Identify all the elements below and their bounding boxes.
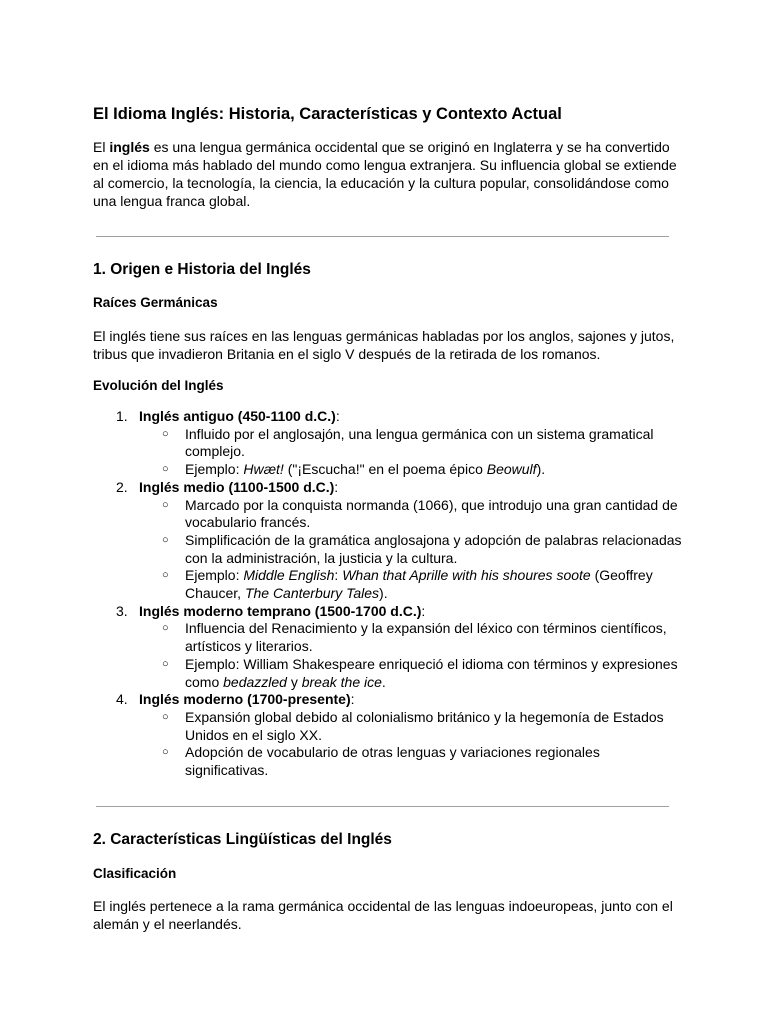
italic-term: Whan that Aprille with his shoures soote [342,567,591,584]
italic-term: bedazzled [223,673,287,690]
sub-list-item [139,461,683,479]
italic-term: Hwæt! [243,461,284,478]
sub-list [139,620,683,691]
list-item-period [93,408,683,479]
intro-text-start: El [93,139,110,155]
list-item-period [93,603,683,692]
sub-item-text: (Geoffrey Chaucer, [185,567,653,602]
sub-list [139,709,683,780]
italic-term: Beowulf [486,461,537,478]
sub-list-item [139,656,683,691]
paragraph-raices: El inglés tiene sus raíces en las lenguas germánicas habladas por los anglos, sajones y jutos, tribus que invadieron Britania en el siglo V después de la retirada de los romanos. [93,328,675,362]
list-number: 4. [116,691,128,708]
sub-list-item [139,567,683,602]
period-label: Inglés medio (1100-1500 d.C.) [139,478,335,495]
sub-item-text: Influido por el anglosajón, una lengua germánica con un sistema gramatical complejo. [185,425,654,460]
hollow-bullet-icon: ○ [162,710,169,723]
sub-list [139,426,683,479]
sub-item-text: Expansión global debido al colonialismo británico y la hegemonía de Estados Unidos en el siglo XX. [185,708,664,743]
sub-item-text: Marcado por la conquista normanda (1066), que introdujo una gran cantidad de vocabulario francés. [185,496,678,531]
hollow-bullet-icon: ○ [162,622,169,635]
subheading-clasificacion: Clasificación [93,866,177,881]
period-suffix: : [334,478,339,495]
period-label: Inglés moderno (1700-presente) [139,691,351,708]
period-label: Inglés moderno temprano (1500-1700 d.C.) [139,602,422,619]
document-title: El Idioma Inglés: Historia, Características y Contexto Actual [93,105,562,123]
sub-list-item [139,620,683,655]
list-number: 1. [116,408,128,424]
italic-term: break the ice [301,673,382,690]
list-number: 2. [116,478,128,495]
sub-item-text: ). [379,585,388,602]
hollow-bullet-icon: ○ [162,533,169,546]
intro-bold-term: inglés [109,139,150,155]
period-suffix: : [421,602,426,619]
hollow-bullet-icon: ○ [162,569,169,582]
sub-list-item [139,744,683,779]
sub-list-item [139,426,683,461]
sub-item-text: y [286,673,302,690]
section-divider [96,236,669,237]
intro-paragraph [93,138,683,210]
sub-item-text: ("¡Escucha!" en el poema épico [283,461,487,478]
hollow-bullet-icon: ○ [162,427,169,440]
hollow-bullet-icon: ○ [162,498,169,511]
hollow-bullet-icon: ○ [162,657,169,670]
sub-list-item [139,709,683,744]
sub-item-text: Ejemplo: [185,461,244,478]
section-2-heading: 2. Características Lingüísticas del Inglés [93,831,392,848]
sub-item-text: Simplificación de la gramática anglosajona y adopción de palabras relacionadas con la administración, la justicia y la cultura. [185,531,682,566]
subheading-raices: Raíces Germánicas [93,295,218,310]
period-suffix: : [335,408,340,424]
hollow-bullet-icon: ○ [162,463,169,476]
sub-item-text: Influencia del Renacimiento y la expansión del léxico con términos científicos, artísticos y literarios. [185,620,667,655]
period-suffix: : [350,691,355,708]
italic-term: The Canterbury Tales [244,585,380,602]
sub-list [139,497,683,603]
sub-item-text: : [334,567,343,584]
intro-text-rest: es una lengua germánica occidental que se originó en Inglaterra y se ha convertido en el idioma más hablado del mundo como lengua extranjera. Su influencia global se extiende al comercio, la tecnología, la ciencia, la educación y la cultura popular, consolidándose como una lengua franca global. [93,139,677,209]
subheading-evolucion: Evolución del Inglés [93,378,224,393]
period-label: Inglés antiguo (450-1100 d.C.) [139,408,336,424]
sub-list-item [139,497,683,532]
list-number: 3. [116,602,128,619]
section-divider [96,806,669,807]
sub-item-text: Ejemplo: [185,567,244,584]
hollow-bullet-icon: ○ [162,746,169,759]
evolution-list [93,408,683,780]
sub-item-text: . [381,673,386,690]
list-item-period [93,691,683,780]
sub-item-text: Adopción de vocabulario de otras lenguas y variaciones regionales significativas. [185,744,600,779]
italic-term: Middle English [243,567,335,584]
sub-item-text: Ejemplo: William Shakespeare enriqueció el idioma con términos y expresiones como [185,655,678,690]
sub-item-text: ). [536,461,546,478]
sub-list-item [139,532,683,567]
section-1-heading: 1. Origen e Historia del Inglés [93,261,311,278]
list-item-period [93,479,683,603]
paragraph-clasificacion: El inglés pertenece a la rama germánica occidental de las lenguas indoeuropeas, junto con el alemán y el neerlandés. [93,898,673,932]
